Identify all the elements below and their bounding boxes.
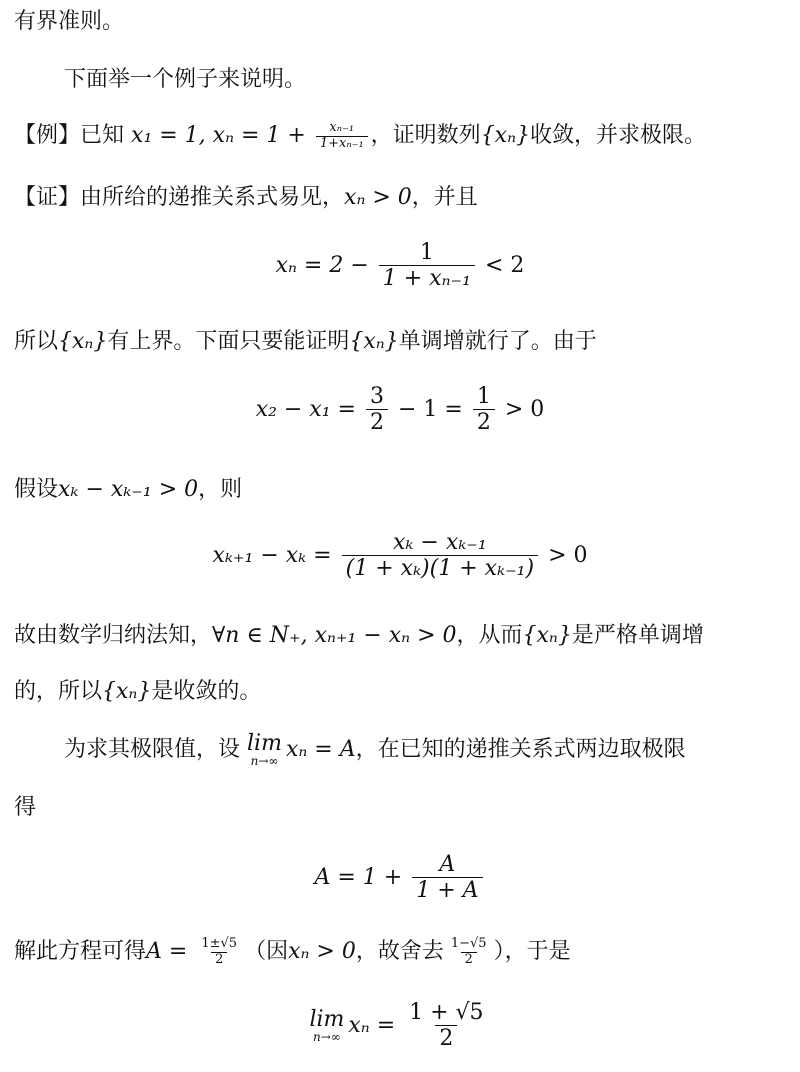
math-inline: {xₙ}	[522, 623, 572, 648]
example-tag: 【例】	[14, 123, 81, 148]
small-fraction	[447, 937, 491, 967]
text: 的，所以	[14, 679, 103, 704]
text: ，故舍去	[355, 939, 444, 964]
text-line-assume	[14, 472, 242, 508]
fraction-numerator: 1 + √5	[409, 1000, 484, 1025]
text: 单调增就行了。由于	[398, 329, 597, 354]
fraction-denominator: 1 + A	[412, 877, 482, 903]
fraction-denominator: 2	[435, 1025, 457, 1051]
equation-difference	[0, 384, 800, 436]
fraction-numerator: 3	[370, 384, 384, 409]
math-text: > 0	[504, 396, 545, 422]
limit-operator	[247, 733, 282, 767]
text: 是收敛的。	[151, 679, 262, 704]
math-text: A = 1 +	[314, 864, 403, 890]
text: ，在已知的递推关系式两边取极限	[355, 737, 686, 762]
text: 为求其极限值，设	[64, 737, 241, 762]
fraction-numerator: 1	[476, 384, 491, 409]
text-line-obtain	[14, 790, 36, 826]
math-text: > 0	[548, 542, 588, 568]
fraction-numerator: xₙ₋₁	[329, 120, 355, 136]
text-line-solve	[14, 934, 571, 970]
fraction	[473, 384, 495, 436]
fraction-denominator: 2	[366, 409, 388, 435]
text: 得	[14, 795, 37, 820]
text-line-bounded-criterion	[14, 4, 124, 40]
proof-start	[14, 180, 478, 216]
math-text: xₙ = 2 −	[275, 252, 369, 278]
limit-subscript: n→∞	[313, 1029, 341, 1044]
math-inline: ∀n ∈ N₊, xₙ₊₁ − xₙ > 0	[212, 623, 457, 648]
text: 已知	[80, 123, 125, 148]
text: 有界准则。	[14, 9, 125, 34]
math-text: xₖ₊₁ − xₖ =	[212, 542, 332, 568]
text: 有上界。下面只要能证明	[107, 329, 350, 354]
limit-word: lim	[309, 1006, 345, 1032]
limit-word: lim	[247, 731, 282, 756]
text: ，证明数列	[370, 123, 481, 148]
limit-subscript: n→∞	[250, 754, 279, 768]
text: 由所给的递推关系式易见，	[80, 185, 345, 210]
text: ，并且	[411, 185, 478, 210]
equation-induction-step	[0, 530, 800, 582]
text-line-limit	[64, 732, 686, 768]
fraction-denominator: 2	[461, 952, 477, 967]
math-inline: {xₙ}	[102, 679, 152, 704]
math-inline: x₁ = 1, xₙ = 1 +	[131, 123, 306, 148]
text: ），于是	[493, 939, 571, 964]
text: （因	[244, 939, 289, 964]
example-statement	[14, 118, 706, 154]
text-line-converges	[14, 674, 261, 710]
fraction-denominator: 1 + xₙ₋₁	[379, 265, 475, 291]
equation-limit	[0, 852, 800, 904]
text: 收敛，并求极限。	[530, 123, 707, 148]
fraction	[412, 852, 482, 904]
math-text: < 2	[484, 252, 525, 278]
fraction-denominator: 1+xₙ₋₁	[316, 136, 368, 151]
fraction	[366, 384, 388, 436]
fraction-denominator: 2	[211, 952, 227, 967]
math-inline: xₖ − xₖ₋₁ > 0	[58, 477, 199, 502]
equation-final-limit	[0, 1000, 800, 1052]
math-inline: {xₙ}	[58, 329, 108, 354]
math-inline: {xₙ}	[480, 123, 531, 148]
text-line-induction	[14, 618, 704, 654]
math-text: xₙ =	[348, 1012, 396, 1038]
small-fraction	[316, 121, 368, 151]
math-inline: xₙ = A	[285, 737, 356, 762]
text: 所以	[14, 329, 59, 354]
fraction-numerator: A	[439, 852, 456, 877]
text-line-bounded	[14, 324, 597, 360]
math-inline: A =	[146, 939, 188, 964]
fraction	[405, 1000, 487, 1052]
limit-operator	[309, 1006, 345, 1044]
fraction-denominator: (1 + xₖ)(1 + xₖ₋₁)	[342, 555, 538, 581]
text: 下面举一个例子来说明。	[64, 67, 307, 92]
fraction-numerator: 1−√5	[450, 936, 487, 952]
text: ，则	[198, 477, 243, 502]
math-text: x₂ − x₁ =	[255, 396, 356, 422]
math-inline: {xₙ}	[349, 329, 399, 354]
text: 故由数学归纳法知，	[14, 623, 213, 648]
text: ，从而	[456, 623, 523, 648]
text-line-intro	[64, 62, 306, 98]
fraction-numerator: 1	[419, 240, 434, 265]
math-text: − 1 =	[398, 396, 463, 422]
math-inline: xₙ > 0	[344, 185, 412, 210]
fraction	[342, 530, 538, 582]
fraction-numerator: 1±√5	[201, 936, 238, 952]
text: 假设	[14, 477, 59, 502]
fraction-denominator: 2	[473, 409, 495, 435]
fraction-numerator: xₖ − xₖ₋₁	[393, 530, 487, 555]
proof-tag: 【证】	[14, 185, 81, 210]
text: 是严格单调增	[571, 623, 704, 648]
text: 解此方程可得	[14, 939, 147, 964]
equation-upper-bound	[0, 240, 800, 292]
math-inline: xₙ > 0	[288, 939, 356, 964]
fraction	[379, 240, 475, 292]
small-fraction	[197, 937, 241, 967]
